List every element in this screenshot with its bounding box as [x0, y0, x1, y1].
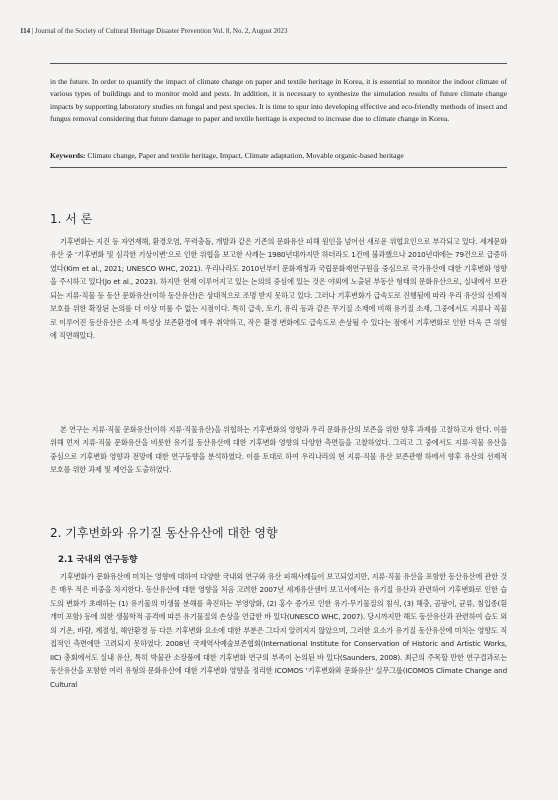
- keywords-text: Climate change, Paper and textile heritage, Impact, Climate adaptation, Movable organic-based heritage: [87, 151, 404, 160]
- running-header: [20, 27, 540, 35]
- section-2-heading: 2. 기후변화와 유기질 동산유산에 대한 영향: [50, 526, 278, 540]
- subsection-2-1-heading: 2.1 국내외 연구동향: [58, 555, 138, 565]
- page-number: 114: [20, 27, 31, 35]
- abstract-text: in the future. In order to quantify the impact of climate change on paper and textile heritage in Korea, it is essential to monitor the indoor climate of various types of buildings and to monitor mold and pests. In addition, it is necessary to synthesize the simulation results of future climate change impacts by supporting laboratory studies on fungal and pest species. It is time to spur into developing effective and eco-friendly methods of insect and fungus removal considering that future damage to paper and textile heritage is expected to increase due to climate change in Korea.: [50, 77, 507, 123]
- journal-title: Journal of the Society of Cultural Heritage Disaster Prevention Vol. 8, No. 2, August 2023: [35, 27, 288, 35]
- section-1-paragraph-1: 기후변화는 지진 등 자연재해, 환경오염, 무력충돌, 개발과 같은 기존의 문화유산 피해 원인을 넘어선 새로운 위협요인으로 부각되고 있다. 세계문화유산 중 ‘기후변화 및 심각한 기상이변’으로 인한 위협을 보고한 사례는 1980년대까지만 하더라도 1건에 불과했으나 2010년대에는 79건으로 급증하였다(Kim et al., 2021; UNESCO WHC, 2021). 우리나라도 2010년부터 문화재청과 국립문화재연구원을 중심으로 국가유산에 대한 기후변화 영향을 주시하고 있다(Jo et al., 2023). 하지만 현재 이루어지고 있는 논의의 중심에 있는 것은 야외에 노출된 부동산 형태의 문화유산으로, 실내에서 보관되는 지류·직물 등 동산 문화유산(이하 동산유산)은 상대적으로 조명 받지 못하고 있다. 그러나 기후변화가 급속도로 진행됨에 따라 우리 유산의 선제적 보호를 위한 확장된 논의를 더 이상 미룰 수 없는 시점이다. 특히 급속, 토기, 유리 등과 같은 무기질 소재에 비해 유기질 소재, 그중에서도 지류나 직물로 이루어진 동산유산은 소재 특성상 보존환경에 매우 취약하고, 작은 환경 변화에도 급속도로 손상될 수 있다는 점에서 기후변화로 인한 더욱 큰 위험에 직면해있다.: [50, 237, 507, 341]
- section-1-paragraph-2: 본 연구는 지류·직물 문화유산(이하 지류·직물유산)을 위협하는 기후변화의 영향과 우리 문화유산의 보존을 위한 향후 과제를 고찰하고자 한다. 이를 위해 먼저 지류·직물 문화유산을 비롯한 유기질 동산유산에 대한 기후변화 영향의 다양한 측면들을 고찰하였다. 그리고 그 중에서도 지류·직물 유산을 중심으로 기후변화 영향과 전망에 대한 연구동향을 분석하였다. 이를 토대로 하여 우리나라의 현 지류·직물 유산 보존관행 하에서 향후 유산의 선제적 보호를 위한 과제 및 제언을 도출하였다.: [50, 425, 507, 475]
- abstract-bottom-rule: [50, 167, 507, 168]
- abstract-top-rule: [50, 63, 507, 64]
- keywords-label: Keywords:: [50, 151, 86, 160]
- keywords: [50, 150, 507, 162]
- section-2-1-paragraph: 기후변화가 문화유산에 미치는 영향에 대하여 다양한 국내외 연구와 유산 피해사례들이 보고되었지만, 지류·직물 유산을 포함한 동산유산에 관한 것은 매우 적은 비중을 차지한다. 동산유산에 대한 영향을 처음 고려한 2007년 세계유산센터 보고서에서는 유기질 유산과 관련하여 기후변화로 인한 습도의 변화가 초래하는 (1) 유기물의 미생물 분해를 촉진하는 부영양화, (2) 홍수 증가로 인한 유기·무기물질의 침식, (3) 해충, 곰팡이, 균류, 침입종(흰개미 포함) 등에 의한 생물학적 공격에 따른 유기물질의 손상을 언급한 바 있다(UNESCO WHC, 2007). 당시까지만 해도 동산유산과 관련하여 습도 외의 기온, 바람, 계절성, 해안환경 등 다른 기후변화 요소에 대한 부분은 그다지 알려지지 않았으며, 그러한 요소가 유기질 동산유산에 미치는 영향도 직접적인 측면에만 고려되지 못하였다. 2008년 국제역사예술보존협회(International Institute for Conservation of Historic and Artistic Works, IIC) 총회에서도 실내 유산, 특히 박물관 소장품에 대한 기후변화 연구의 부족이 논의된 바 있다(Saunders, 2008). 최근의 주목할 만한 연구결과로는 동산유산을 포함한 여러 유형의 문화유산에 대한 기후변화 영향을 정리한 ICOMOS ‘기후변화와 문화유산’ 실무그룹(ICOMOS Climate Change and Cultural: [50, 572, 507, 689]
- section-1-heading: 1. 서 론: [50, 212, 93, 226]
- header-separator: |: [31, 27, 36, 35]
